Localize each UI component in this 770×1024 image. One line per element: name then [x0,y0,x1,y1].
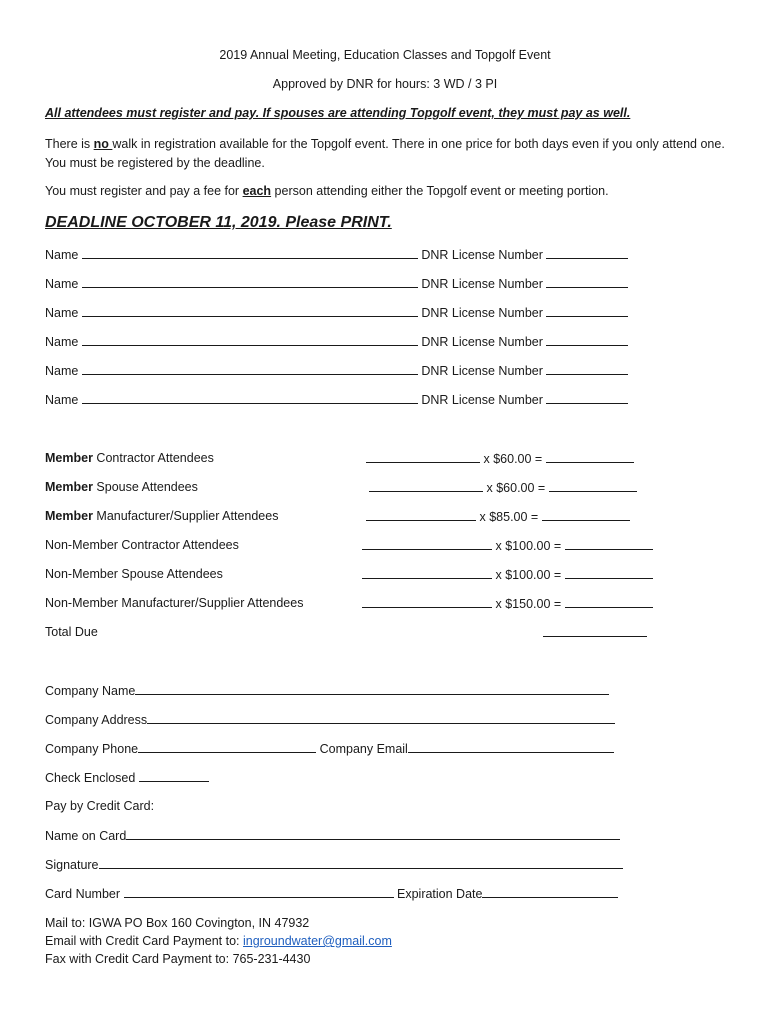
dnr-license-label: DNR License Number [421,306,543,320]
attendee-row [45,392,628,407]
fee-row [0,480,770,496]
deadline-heading: DEADLINE OCTOBER 11, 2019. Please PRINT. [45,214,392,231]
attendee-name-field[interactable] [82,247,418,259]
check-enclosed-label: Check Enclosed [45,771,136,785]
company-address-label: Company Address [45,713,148,727]
signature-label: Signature [45,858,99,872]
card-number-field[interactable] [124,886,394,898]
dnr-license-field[interactable] [546,334,628,346]
fee-label: Non-Member Contractor Attendees [45,538,239,552]
fee-rate: x $60.00 = [483,452,543,466]
fee-rate: x $100.00 = [495,568,562,582]
fee-quantity-field[interactable] [369,480,483,492]
fee-label: Non-Member Manufacturer/Supplier Attendees [45,596,304,610]
email-line: Email with Credit Card Payment to: ingroundwater@gmail.com [45,934,392,948]
fee-rate: x $150.00 = [495,597,562,611]
name-label: Name [45,393,79,407]
fee-row [0,451,770,467]
payment-notice: All attendees must register and pay. If spouses are attending Topgolf event, they must pay as well. [45,106,631,120]
name-on-card-field[interactable] [126,828,620,840]
name-on-card-label: Name on Card [45,829,127,843]
fee-label: Member Manufacturer/Supplier Attendees [45,509,279,523]
name-on-card-row [45,828,620,843]
fee-row [0,538,770,554]
expiration-field[interactable] [482,886,618,898]
fee-quantity-field[interactable] [366,451,480,463]
dnr-license-label: DNR License Number [421,364,543,378]
card-number-label: Card Number [45,887,121,901]
attendee-row [45,276,628,291]
fee-label: Non-Member Spouse Attendees [45,567,223,581]
fee-row [0,509,770,525]
fee-subtotal-field[interactable] [565,567,653,579]
attendee-name-field[interactable] [82,305,418,317]
fee-member-tag: Member [45,451,93,465]
total-due-field[interactable] [543,625,647,637]
fee-member-tag: Member [45,480,93,494]
company-phone-field[interactable] [138,741,316,753]
attendee-row [45,305,628,320]
company-name-row [45,683,609,698]
mail-to-line: Mail to: IGWA PO Box 160 Covington, IN 47932 [45,916,310,930]
fee-row [0,567,770,583]
company-address-field[interactable] [147,712,615,724]
total-due-row [0,625,770,641]
dnr-license-label: DNR License Number [421,277,543,291]
fee-rate: x $100.00 = [495,539,562,553]
dnr-license-field[interactable] [546,247,628,259]
attendee-name-field[interactable] [82,392,418,404]
each-person-line: You must register and pay a fee for each person attending either the Topgolf event or meeting portion. [45,184,609,198]
fee-subtotal-field[interactable] [565,538,653,550]
fee-rate: x $85.00 = [479,510,539,524]
company-address-row [45,712,615,727]
name-label: Name [45,364,79,378]
name-label: Name [45,335,79,349]
dnr-license-field[interactable] [546,363,628,375]
fee-quantity-field[interactable] [362,567,492,579]
email-link[interactable]: ingroundwater@gmail.com [243,934,392,948]
credit-card-heading: Pay by Credit Card: [45,799,155,813]
attendee-row [45,334,628,349]
walkin-emphasis: no [93,137,113,151]
walkin-paragraph: There is no walk in registration available for the Topgolf event. There in one price for both days even if you only attend one. You must be registered by the deadline. [45,137,725,170]
fee-quantity-field[interactable] [366,509,476,521]
fee-row [0,596,770,612]
company-email-field[interactable] [408,741,614,753]
fee-subtotal-field[interactable] [549,480,637,492]
company-email-label: Company Email [319,742,408,756]
each-emphasis: each [242,184,272,198]
fee-label: Member Spouse Attendees [45,480,198,494]
company-name-field[interactable] [135,683,609,695]
fax-line: Fax with Credit Card Payment to: 765-231-4430 [45,952,311,966]
fee-subtotal-field[interactable] [565,596,653,608]
company-name-label: Company Name [45,684,136,698]
signature-field[interactable] [99,857,623,869]
check-enclosed-row [45,770,209,785]
dnr-license-label: DNR License Number [421,393,543,407]
dnr-license-label: DNR License Number [421,248,543,262]
attendee-name-field[interactable] [82,334,418,346]
name-label: Name [45,306,79,320]
attendee-row [45,363,628,378]
name-label: Name [45,248,79,262]
company-contact-row [45,741,614,756]
fee-subtotal-field[interactable] [546,451,634,463]
attendee-name-field[interactable] [82,276,418,288]
fee-label: Member Contractor Attendees [45,451,214,465]
approval-line: Approved by DNR for hours: 3 WD / 3 PI [272,77,498,91]
fee-quantity-field[interactable] [362,538,492,550]
fee-quantity-field[interactable] [362,596,492,608]
dnr-license-field[interactable] [546,276,628,288]
dnr-license-label: DNR License Number [421,335,543,349]
signature-row [45,857,623,872]
fee-member-tag: Member [45,509,93,523]
expiration-label: Expiration Date [397,887,483,901]
company-phone-label: Company Phone [45,742,139,756]
dnr-license-field[interactable] [546,392,628,404]
dnr-license-field[interactable] [546,305,628,317]
total-due-label: Total Due [45,625,98,639]
attendee-row [45,247,628,262]
form-title: 2019 Annual Meeting, Education Classes and Topgolf Event [219,48,551,62]
fee-rate: x $60.00 = [486,481,546,495]
name-label: Name [45,277,79,291]
fee-subtotal-field[interactable] [542,509,630,521]
card-number-row [45,886,618,901]
check-enclosed-field[interactable] [139,770,209,782]
attendee-name-field[interactable] [82,363,418,375]
